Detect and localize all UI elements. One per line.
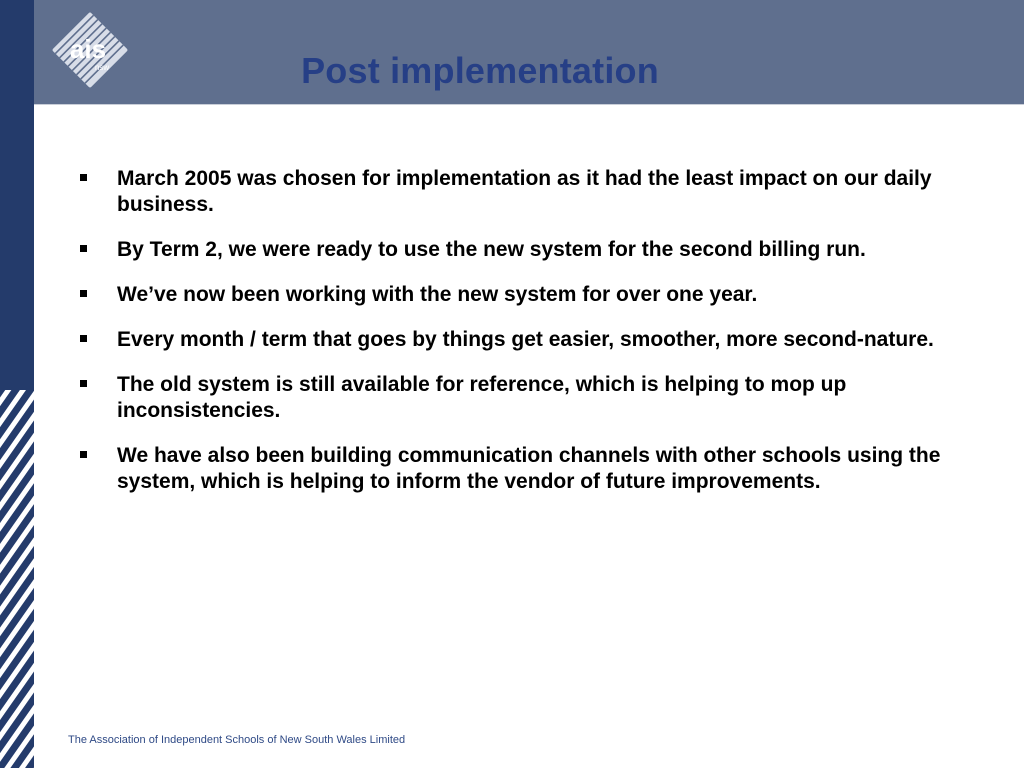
bullet-list: [80, 166, 980, 514]
ais-logo: [48, 8, 132, 92]
square-bullet-icon: [80, 335, 87, 342]
bullet-text: Every month / term that goes by things get easier, smoother, more second-nature.: [117, 328, 934, 351]
square-bullet-icon: [80, 174, 87, 181]
bullet-text: March 2005 was chosen for implementation as it had the least impact on our daily business.: [117, 167, 932, 216]
bullet-item: [80, 372, 980, 424]
svg-text:ais: ais: [69, 34, 107, 64]
bullet-item: [80, 237, 980, 263]
footer-organization-name: The Association of Independent Schools of New South Wales Limited: [68, 734, 406, 746]
bullet-item: [80, 166, 980, 218]
bullet-text: We’ve now been working with the new system for over one year.: [117, 283, 758, 306]
bullet-text: The old system is still available for reference, which is helping to mop up inconsistencies.: [117, 373, 847, 422]
square-bullet-icon: [80, 451, 87, 458]
square-bullet-icon: [80, 380, 87, 387]
bullet-text: By Term 2, we were ready to use the new system for the second billing run.: [117, 238, 866, 261]
bullet-item: [80, 327, 980, 353]
bullet-item: [80, 282, 980, 308]
left-sidebar-bar: [0, 0, 34, 768]
bullet-text: We have also been building communication channels with other schools using the system, which is helping to inform the vendor of future improvements.: [117, 444, 941, 493]
svg-text:nsw: nsw: [94, 63, 110, 72]
square-bullet-icon: [80, 245, 87, 252]
square-bullet-icon: [80, 290, 87, 297]
diagonal-stripes-decoration: [0, 0, 34, 768]
bullet-item: [80, 443, 980, 495]
slide-title: Post implementation: [301, 50, 659, 91]
